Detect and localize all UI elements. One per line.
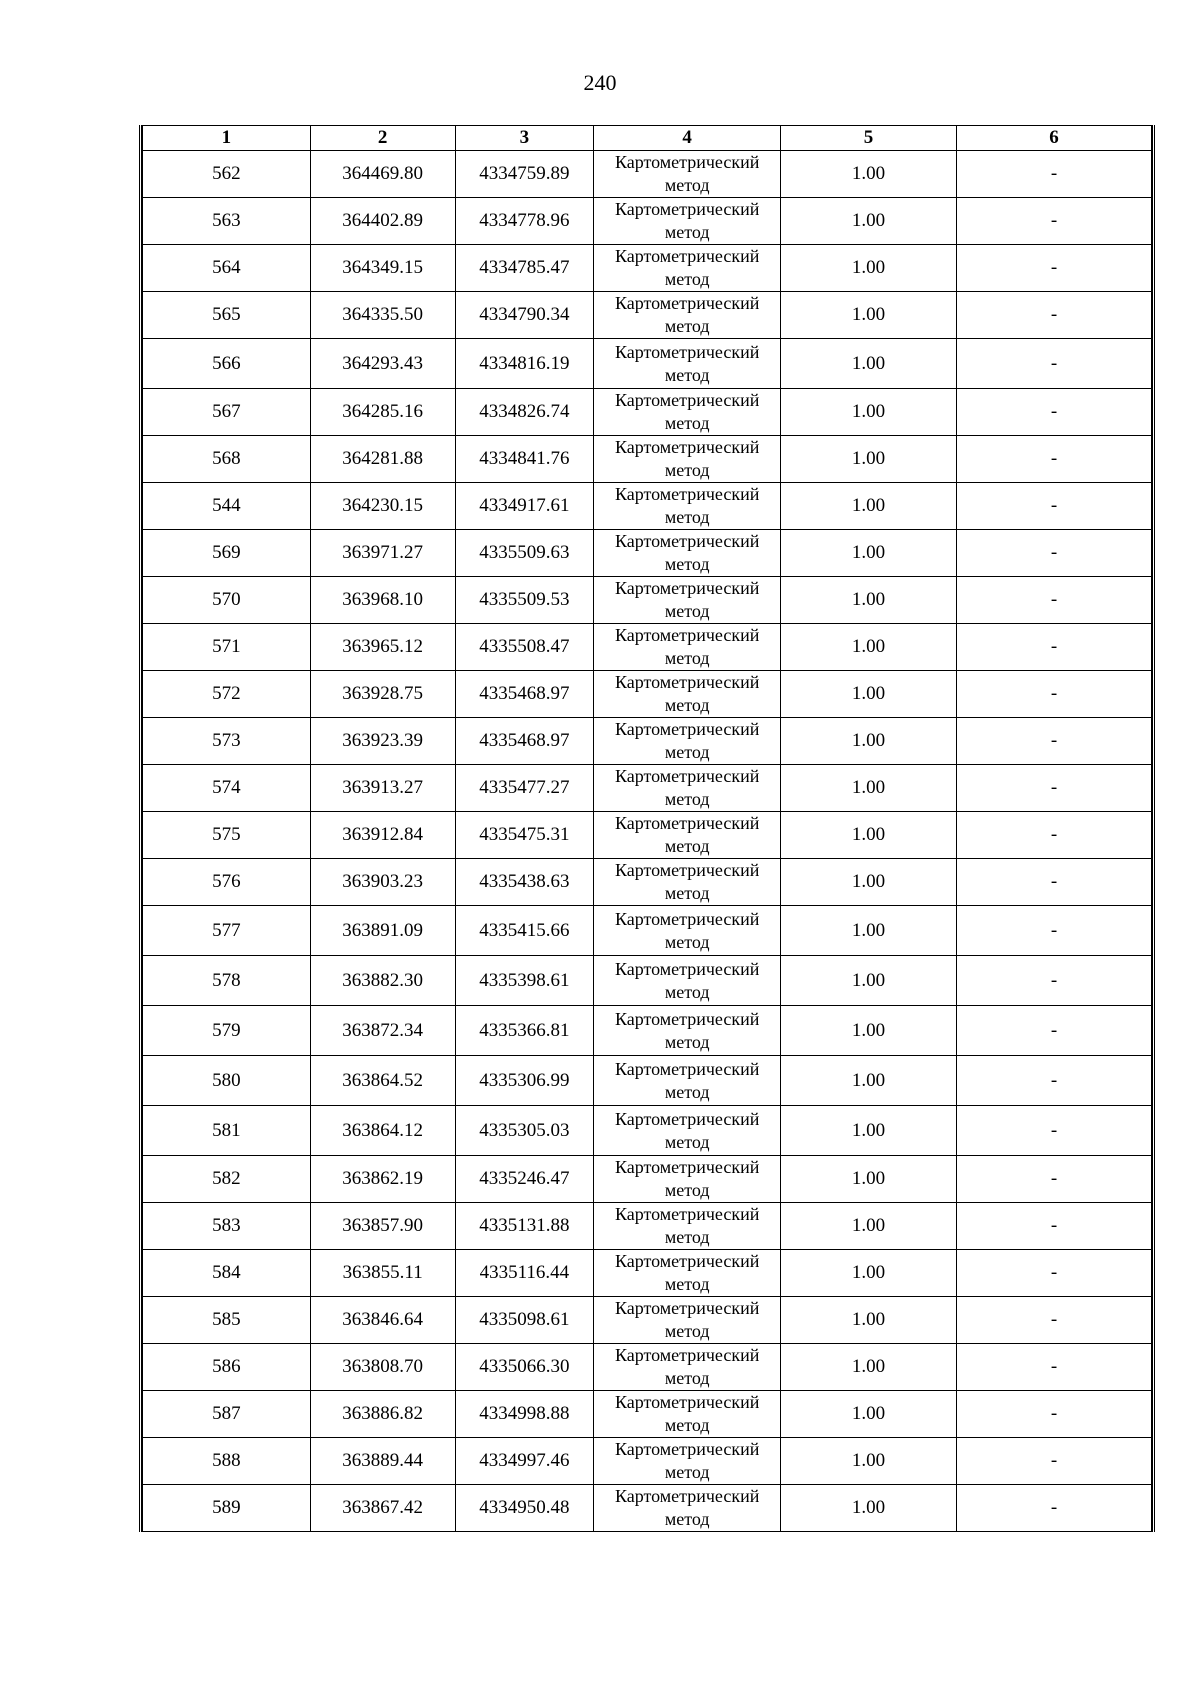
table-body <box>143 151 1152 1532</box>
coordinates-table-wrapper <box>139 125 1155 1532</box>
x-coordinate-cell: 363968.10 <box>310 577 455 624</box>
accuracy-cell: 1.00 <box>781 1438 957 1485</box>
table-row <box>143 812 1152 859</box>
method-line-2: метод <box>664 883 710 903</box>
method-line-1: Картометрический <box>614 152 760 172</box>
accuracy-cell: 1.00 <box>781 624 957 671</box>
table-row <box>143 624 1152 671</box>
method-cell <box>594 624 781 671</box>
method-cell <box>594 339 781 389</box>
method-line-2: метод <box>664 1131 710 1152</box>
method-line-1: Картометрический <box>614 484 760 504</box>
method-line-2: метод <box>664 1274 710 1294</box>
method-cell <box>594 1297 781 1344</box>
note-cell: - <box>956 624 1151 671</box>
x-coordinate-cell: 363965.12 <box>310 624 455 671</box>
note-cell: - <box>956 577 1151 624</box>
y-coordinate-cell: 4335509.53 <box>455 577 594 624</box>
table-row <box>143 859 1152 906</box>
note-cell: - <box>956 1056 1151 1106</box>
note-cell: - <box>956 436 1151 483</box>
accuracy-cell: 1.00 <box>781 577 957 624</box>
method-line-2: метод <box>664 364 710 385</box>
point-number-cell: 577 <box>143 906 311 956</box>
method-line-1: Картометрический <box>614 766 760 786</box>
table-row <box>143 198 1152 245</box>
method-cell <box>594 389 781 436</box>
table-row <box>143 1156 1152 1203</box>
table-row <box>143 1344 1152 1391</box>
table-row <box>143 671 1152 718</box>
table-row <box>143 1297 1152 1344</box>
note-cell: - <box>956 530 1151 577</box>
column-header-3: 3 <box>455 126 594 151</box>
coordinates-table <box>142 125 1152 1532</box>
accuracy-cell: 1.00 <box>781 1391 957 1438</box>
method-line-2: метод <box>664 742 710 762</box>
method-cell <box>594 1156 781 1203</box>
point-number-cell: 563 <box>143 198 311 245</box>
note-cell: - <box>956 1006 1151 1056</box>
table-header <box>143 126 1152 151</box>
y-coordinate-cell: 4335398.61 <box>455 956 594 1006</box>
method-line-1: Картометрический <box>614 908 760 929</box>
point-number-cell: 567 <box>143 389 311 436</box>
accuracy-cell: 1.00 <box>781 956 957 1006</box>
accuracy-cell: 1.00 <box>781 765 957 812</box>
point-number-cell: 583 <box>143 1203 311 1250</box>
point-number-cell: 564 <box>143 245 311 292</box>
method-line-1: Картометрический <box>614 390 760 410</box>
table-row <box>143 956 1152 1006</box>
accuracy-cell: 1.00 <box>781 151 957 198</box>
accuracy-cell: 1.00 <box>781 1006 957 1056</box>
table-row <box>143 765 1152 812</box>
method-cell <box>594 812 781 859</box>
note-cell: - <box>956 1391 1151 1438</box>
y-coordinate-cell: 4335415.66 <box>455 906 594 956</box>
accuracy-cell: 1.00 <box>781 198 957 245</box>
table-row <box>143 1438 1152 1485</box>
x-coordinate-cell: 363886.82 <box>310 1391 455 1438</box>
method-line-2: метод <box>664 931 710 952</box>
accuracy-cell: 1.00 <box>781 389 957 436</box>
method-line-1: Картометрический <box>614 199 760 219</box>
method-line-1: Картометрический <box>614 341 760 362</box>
y-coordinate-cell: 4335131.88 <box>455 1203 594 1250</box>
y-coordinate-cell: 4335475.31 <box>455 812 594 859</box>
point-number-cell: 566 <box>143 339 311 389</box>
accuracy-cell: 1.00 <box>781 859 957 906</box>
y-coordinate-cell: 4334998.88 <box>455 1391 594 1438</box>
x-coordinate-cell: 363864.12 <box>310 1106 455 1156</box>
x-coordinate-cell: 363903.23 <box>310 859 455 906</box>
point-number-cell: 574 <box>143 765 311 812</box>
y-coordinate-cell: 4335098.61 <box>455 1297 594 1344</box>
point-number-cell: 572 <box>143 671 311 718</box>
y-coordinate-cell: 4335468.97 <box>455 671 594 718</box>
note-cell: - <box>956 198 1151 245</box>
method-line-2: метод <box>664 1368 710 1388</box>
note-cell: - <box>956 718 1151 765</box>
method-cell <box>594 1203 781 1250</box>
y-coordinate-cell: 4335116.44 <box>455 1250 594 1297</box>
note-cell: - <box>956 906 1151 956</box>
y-coordinate-cell: 4335306.99 <box>455 1056 594 1106</box>
x-coordinate-cell: 363928.75 <box>310 671 455 718</box>
method-line-2: метод <box>664 554 710 574</box>
accuracy-cell: 1.00 <box>781 292 957 339</box>
accuracy-cell: 1.00 <box>781 906 957 956</box>
method-line-2: метод <box>664 1031 710 1052</box>
point-number-cell: 584 <box>143 1250 311 1297</box>
table-row <box>143 1250 1152 1297</box>
y-coordinate-cell: 4334759.89 <box>455 151 594 198</box>
x-coordinate-cell: 364335.50 <box>310 292 455 339</box>
note-cell: - <box>956 859 1151 906</box>
method-cell <box>594 483 781 530</box>
column-header-5: 5 <box>781 126 957 151</box>
method-line-1: Картометрический <box>614 1157 760 1177</box>
point-number-cell: 582 <box>143 1156 311 1203</box>
x-coordinate-cell: 363882.30 <box>310 956 455 1006</box>
y-coordinate-cell: 4334997.46 <box>455 1438 594 1485</box>
method-line-2: метод <box>664 836 710 856</box>
note-cell: - <box>956 1297 1151 1344</box>
table-row <box>143 1006 1152 1056</box>
accuracy-cell: 1.00 <box>781 1203 957 1250</box>
method-line-1: Картометрический <box>614 578 760 598</box>
method-line-2: метод <box>664 222 710 242</box>
method-line-1: Картометрический <box>614 1298 760 1318</box>
method-line-1: Картометрический <box>614 860 760 880</box>
note-cell: - <box>956 1485 1151 1532</box>
x-coordinate-cell: 364281.88 <box>310 436 455 483</box>
method-line-1: Картометрический <box>614 531 760 551</box>
table-row <box>143 151 1152 198</box>
method-line-1: Картометрический <box>614 1008 760 1029</box>
point-number-cell: 586 <box>143 1344 311 1391</box>
point-number-cell: 573 <box>143 718 311 765</box>
method-line-1: Картометрический <box>614 1204 760 1224</box>
method-line-1: Картометрический <box>614 719 760 739</box>
y-coordinate-cell: 4335438.63 <box>455 859 594 906</box>
x-coordinate-cell: 364349.15 <box>310 245 455 292</box>
method-line-2: метод <box>664 695 710 715</box>
column-header-4: 4 <box>594 126 781 151</box>
method-cell <box>594 577 781 624</box>
table-row <box>143 1056 1152 1106</box>
method-cell <box>594 245 781 292</box>
accuracy-cell: 1.00 <box>781 1056 957 1106</box>
method-cell <box>594 1438 781 1485</box>
point-number-cell: 581 <box>143 1106 311 1156</box>
accuracy-cell: 1.00 <box>781 1106 957 1156</box>
method-cell <box>594 1391 781 1438</box>
method-cell <box>594 1344 781 1391</box>
method-line-2: метод <box>664 1462 710 1482</box>
method-line-2: метод <box>664 1081 710 1102</box>
point-number-cell: 562 <box>143 151 311 198</box>
table-row <box>143 1203 1152 1250</box>
method-cell <box>594 1485 781 1532</box>
point-number-cell: 576 <box>143 859 311 906</box>
x-coordinate-cell: 364285.16 <box>310 389 455 436</box>
point-number-cell: 571 <box>143 624 311 671</box>
note-cell: - <box>956 292 1151 339</box>
accuracy-cell: 1.00 <box>781 1485 957 1532</box>
column-header-1: 1 <box>143 126 311 151</box>
accuracy-cell: 1.00 <box>781 1156 957 1203</box>
x-coordinate-cell: 364402.89 <box>310 198 455 245</box>
note-cell: - <box>956 1250 1151 1297</box>
y-coordinate-cell: 4334826.74 <box>455 389 594 436</box>
method-cell <box>594 859 781 906</box>
column-header-2: 2 <box>310 126 455 151</box>
point-number-cell: 589 <box>143 1485 311 1532</box>
x-coordinate-cell: 364469.80 <box>310 151 455 198</box>
point-number-cell: 580 <box>143 1056 311 1106</box>
note-cell: - <box>956 1203 1151 1250</box>
method-line-1: Картометрический <box>614 813 760 833</box>
x-coordinate-cell: 363867.42 <box>310 1485 455 1532</box>
point-number-cell: 578 <box>143 956 311 1006</box>
header-row <box>143 126 1152 151</box>
x-coordinate-cell: 363891.09 <box>310 906 455 956</box>
point-number-cell: 579 <box>143 1006 311 1056</box>
accuracy-cell: 1.00 <box>781 1297 957 1344</box>
point-number-cell: 565 <box>143 292 311 339</box>
y-coordinate-cell: 4334816.19 <box>455 339 594 389</box>
method-line-2: метод <box>664 981 710 1002</box>
point-number-cell: 585 <box>143 1297 311 1344</box>
x-coordinate-cell: 363862.19 <box>310 1156 455 1203</box>
note-cell: - <box>956 671 1151 718</box>
method-line-2: метод <box>664 1509 710 1529</box>
table-row <box>143 718 1152 765</box>
note-cell: - <box>956 1344 1151 1391</box>
method-line-2: метод <box>664 460 710 480</box>
point-number-cell: 568 <box>143 436 311 483</box>
accuracy-cell: 1.00 <box>781 671 957 718</box>
x-coordinate-cell: 363913.27 <box>310 765 455 812</box>
x-coordinate-cell: 363857.90 <box>310 1203 455 1250</box>
accuracy-cell: 1.00 <box>781 436 957 483</box>
note-cell: - <box>956 812 1151 859</box>
table-row <box>143 389 1152 436</box>
method-line-1: Картометрический <box>614 672 760 692</box>
y-coordinate-cell: 4334950.48 <box>455 1485 594 1532</box>
method-cell <box>594 1106 781 1156</box>
x-coordinate-cell: 363808.70 <box>310 1344 455 1391</box>
y-coordinate-cell: 4335066.30 <box>455 1344 594 1391</box>
method-line-1: Картометрический <box>614 1486 760 1506</box>
method-cell <box>594 1056 781 1106</box>
method-cell <box>594 765 781 812</box>
method-line-2: метод <box>664 175 710 195</box>
y-coordinate-cell: 4334778.96 <box>455 198 594 245</box>
note-cell: - <box>956 389 1151 436</box>
table-row <box>143 530 1152 577</box>
accuracy-cell: 1.00 <box>781 718 957 765</box>
table-row <box>143 483 1152 530</box>
accuracy-cell: 1.00 <box>781 245 957 292</box>
table-row <box>143 1485 1152 1532</box>
method-cell <box>594 671 781 718</box>
y-coordinate-cell: 4335508.47 <box>455 624 594 671</box>
table-row <box>143 1391 1152 1438</box>
method-cell <box>594 906 781 956</box>
method-line-1: Картометрический <box>614 1058 760 1079</box>
point-number-cell: 587 <box>143 1391 311 1438</box>
column-header-6: 6 <box>956 126 1151 151</box>
method-line-2: метод <box>664 1180 710 1200</box>
method-line-2: метод <box>664 789 710 809</box>
y-coordinate-cell: 4334790.34 <box>455 292 594 339</box>
method-cell <box>594 718 781 765</box>
method-line-1: Картометрический <box>614 293 760 313</box>
method-cell <box>594 530 781 577</box>
method-line-2: метод <box>664 507 710 527</box>
y-coordinate-cell: 4334841.76 <box>455 436 594 483</box>
note-cell: - <box>956 956 1151 1006</box>
table-row <box>143 577 1152 624</box>
table-row <box>143 245 1152 292</box>
method-line-2: метод <box>664 1227 710 1247</box>
method-cell <box>594 436 781 483</box>
table-row <box>143 906 1152 956</box>
point-number-cell: 569 <box>143 530 311 577</box>
method-cell <box>594 1250 781 1297</box>
note-cell: - <box>956 765 1151 812</box>
x-coordinate-cell: 363846.64 <box>310 1297 455 1344</box>
x-coordinate-cell: 363864.52 <box>310 1056 455 1106</box>
y-coordinate-cell: 4334785.47 <box>455 245 594 292</box>
method-line-2: метод <box>664 413 710 433</box>
y-coordinate-cell: 4334917.61 <box>455 483 594 530</box>
note-cell: - <box>956 1156 1151 1203</box>
table-row <box>143 292 1152 339</box>
x-coordinate-cell: 363855.11 <box>310 1250 455 1297</box>
accuracy-cell: 1.00 <box>781 530 957 577</box>
accuracy-cell: 1.00 <box>781 812 957 859</box>
note-cell: - <box>956 339 1151 389</box>
x-coordinate-cell: 363923.39 <box>310 718 455 765</box>
method-line-2: метод <box>664 601 710 621</box>
method-line-1: Картометрический <box>614 625 760 645</box>
method-cell <box>594 151 781 198</box>
method-cell <box>594 198 781 245</box>
method-cell <box>594 1006 781 1056</box>
note-cell: - <box>956 483 1151 530</box>
note-cell: - <box>956 1438 1151 1485</box>
accuracy-cell: 1.00 <box>781 483 957 530</box>
x-coordinate-cell: 364230.15 <box>310 483 455 530</box>
method-line-2: метод <box>664 1321 710 1341</box>
method-line-2: метод <box>664 316 710 336</box>
accuracy-cell: 1.00 <box>781 1344 957 1391</box>
y-coordinate-cell: 4335246.47 <box>455 1156 594 1203</box>
point-number-cell: 544 <box>143 483 311 530</box>
point-number-cell: 588 <box>143 1438 311 1485</box>
method-line-1: Картометрический <box>614 246 760 266</box>
table-row <box>143 1106 1152 1156</box>
method-line-1: Картометрический <box>614 1108 760 1129</box>
method-line-1: Картометрический <box>614 1251 760 1271</box>
x-coordinate-cell: 363912.84 <box>310 812 455 859</box>
y-coordinate-cell: 4335468.97 <box>455 718 594 765</box>
method-cell <box>594 956 781 1006</box>
method-cell <box>594 292 781 339</box>
accuracy-cell: 1.00 <box>781 339 957 389</box>
method-line-2: метод <box>664 648 710 668</box>
note-cell: - <box>956 1106 1151 1156</box>
method-line-1: Картометрический <box>614 437 760 457</box>
note-cell: - <box>956 245 1151 292</box>
method-line-2: метод <box>664 1415 710 1435</box>
page-number: 240 <box>583 70 617 95</box>
accuracy-cell: 1.00 <box>781 1250 957 1297</box>
method-line-1: Картометрический <box>614 1345 760 1365</box>
x-coordinate-cell: 363872.34 <box>310 1006 455 1056</box>
method-line-1: Картометрический <box>614 958 760 979</box>
x-coordinate-cell: 364293.43 <box>310 339 455 389</box>
point-number-cell: 575 <box>143 812 311 859</box>
method-line-1: Картометрический <box>614 1392 760 1412</box>
y-coordinate-cell: 4335305.03 <box>455 1106 594 1156</box>
x-coordinate-cell: 363889.44 <box>310 1438 455 1485</box>
method-line-2: метод <box>664 269 710 289</box>
point-number-cell: 570 <box>143 577 311 624</box>
table-row <box>143 436 1152 483</box>
x-coordinate-cell: 363971.27 <box>310 530 455 577</box>
y-coordinate-cell: 4335509.63 <box>455 530 594 577</box>
y-coordinate-cell: 4335477.27 <box>455 765 594 812</box>
note-cell: - <box>956 151 1151 198</box>
method-line-1: Картометрический <box>614 1439 760 1459</box>
table-row <box>143 339 1152 389</box>
y-coordinate-cell: 4335366.81 <box>455 1006 594 1056</box>
